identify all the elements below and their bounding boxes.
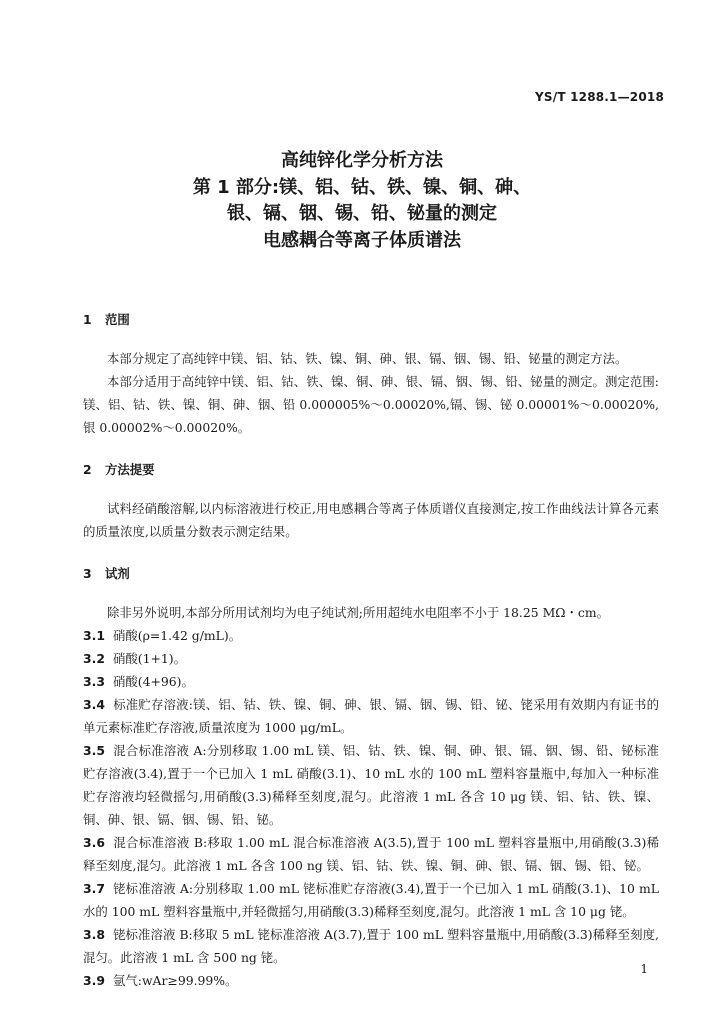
reagent-item	[83, 923, 659, 969]
item-number: 3.6	[83, 835, 105, 850]
item-text: 混合标准溶液 A:分别移取 1.00 mL 镁、铝、钴、铁、镍、铜、砷、银、镉、铟、锡、铅、铋标准贮存溶液(3.4),置于一个已加入 1 mL 硝酸(3.1)、10 mL 水的 100 mL 塑料容量瓶中,每加入一种标准贮存溶液均轻微摇匀,用硝酸(3.3)稀释至刻度,混匀。此溶液 1 mL 各含 10 μg 镁、铝、钴、铁、镍、铜、砷、银、镉、铟、锡、铅、铋。	[83, 743, 659, 827]
section-heading-scope	[83, 308, 659, 331]
reagent-item	[83, 670, 659, 693]
section-number: 2	[83, 462, 92, 477]
reagent-item	[83, 647, 659, 670]
item-text: 铑标准溶液 B:移取 5 mL 铑标准溶液 A(3.7),置于 100 mL 塑料容量瓶中,用硝酸(3.3)稀释至刻度,混匀。此溶液 1 mL 含 500 ng 铑。	[83, 927, 659, 965]
item-number: 3.1	[83, 628, 105, 643]
item-number: 3.9	[83, 973, 105, 988]
item-text: 标准贮存溶液:镁、铝、钴、铁、镍、铜、砷、银、镉、铟、锡、铅、铋、铑采用有效期内有证书的单元素标准贮存溶液,质量浓度为 1000 μg/mL。	[83, 697, 659, 735]
item-number: 3.3	[83, 674, 105, 689]
item-number: 3.4	[83, 697, 105, 712]
section-heading-reagents	[83, 562, 659, 585]
reagent-item	[83, 739, 659, 831]
section-number: 3	[83, 566, 92, 581]
paragraph: 本部分规定了高纯锌中镁、铝、钴、铁、镍、铜、砷、银、镉、铟、锡、铅、铋量的测定方法。	[107, 351, 628, 366]
item-number: 3.5	[83, 743, 105, 758]
item-number: 3.2	[83, 651, 105, 666]
title-line: 电感耦合等离子体质谱法	[263, 229, 461, 251]
item-text: 铑标准溶液 A:分别移取 1.00 mL 铑标准贮存溶液(3.4),置于一个已加入 1 mL 硝酸(3.1)、10 mL 水的 100 mL 塑料容量瓶中,并轻微摇匀,用硝酸(3.3)稀释至刻度,混匀。此溶液 1 mL 含 10 μg 铑。	[83, 881, 659, 919]
reagent-item	[83, 969, 659, 992]
title-line: 第 1 部分:镁、铝、钴、铁、镍、铜、砷、	[192, 176, 532, 198]
document-body	[83, 308, 659, 992]
item-text: 硝酸(ρ=1.42 g/mL)。	[113, 628, 242, 643]
reagent-item	[83, 831, 659, 877]
section-title: 试剂	[105, 566, 130, 581]
item-text: 硝酸(4+96)。	[113, 674, 194, 689]
paragraph: 试料经硝酸溶解,以内标溶液进行校正,用电感耦合等离子体质谱仪直接测定,按工作曲线法计算各元素的质量浓度,以质量分数表示测定结果。	[83, 501, 659, 539]
paragraph: 本部分适用于高纯锌中镁、铝、钴、铁、镍、铜、砷、银、镉、铟、锡、铅、铋量的测定。测定范围:镁、铝、钴、铁、镍、铜、砷、铟、铅 0.000005%～0.00020%,镉、锡、铋 0.00001%～0.00020%,银 0.00002%～0.00020%。	[83, 374, 659, 435]
section-title: 范围	[105, 312, 130, 327]
paragraph: 除非另外说明,本部分所用试剂均为电子纯试剂;所用超纯水电阻率不小于 18.25 MΩ・cm。	[107, 605, 610, 620]
standard-number: YS/T 1288.1—2018	[535, 90, 664, 104]
document-title	[0, 148, 724, 254]
section-heading-method-summary	[83, 458, 659, 481]
item-text: 硝酸(1+1)。	[113, 651, 186, 666]
title-line: 银、镉、铟、锡、铅、铋量的测定	[227, 203, 497, 224]
reagent-item	[83, 693, 659, 739]
item-number: 3.8	[83, 927, 105, 942]
title-line: 高纯锌化学分析方法	[281, 150, 443, 171]
item-number: 3.7	[83, 881, 105, 896]
section-number: 1	[83, 312, 92, 327]
item-text: 混合标准溶液 B:移取 1.00 mL 混合标准溶液 A(3.5),置于 100 mL 塑料容量瓶中,用硝酸(3.3)稀释至刻度,混匀。此溶液 1 mL 各含 100 ng 镁、铝、钴、铁、镍、铜、砷、银、镉、铟、锡、铅、铋。	[83, 835, 659, 873]
reagent-item	[83, 877, 659, 923]
page-number: 1	[640, 962, 648, 976]
section-title: 方法提要	[105, 462, 155, 477]
item-text: 氩气:wAr≥99.99%。	[113, 973, 238, 988]
reagent-item	[83, 624, 659, 647]
